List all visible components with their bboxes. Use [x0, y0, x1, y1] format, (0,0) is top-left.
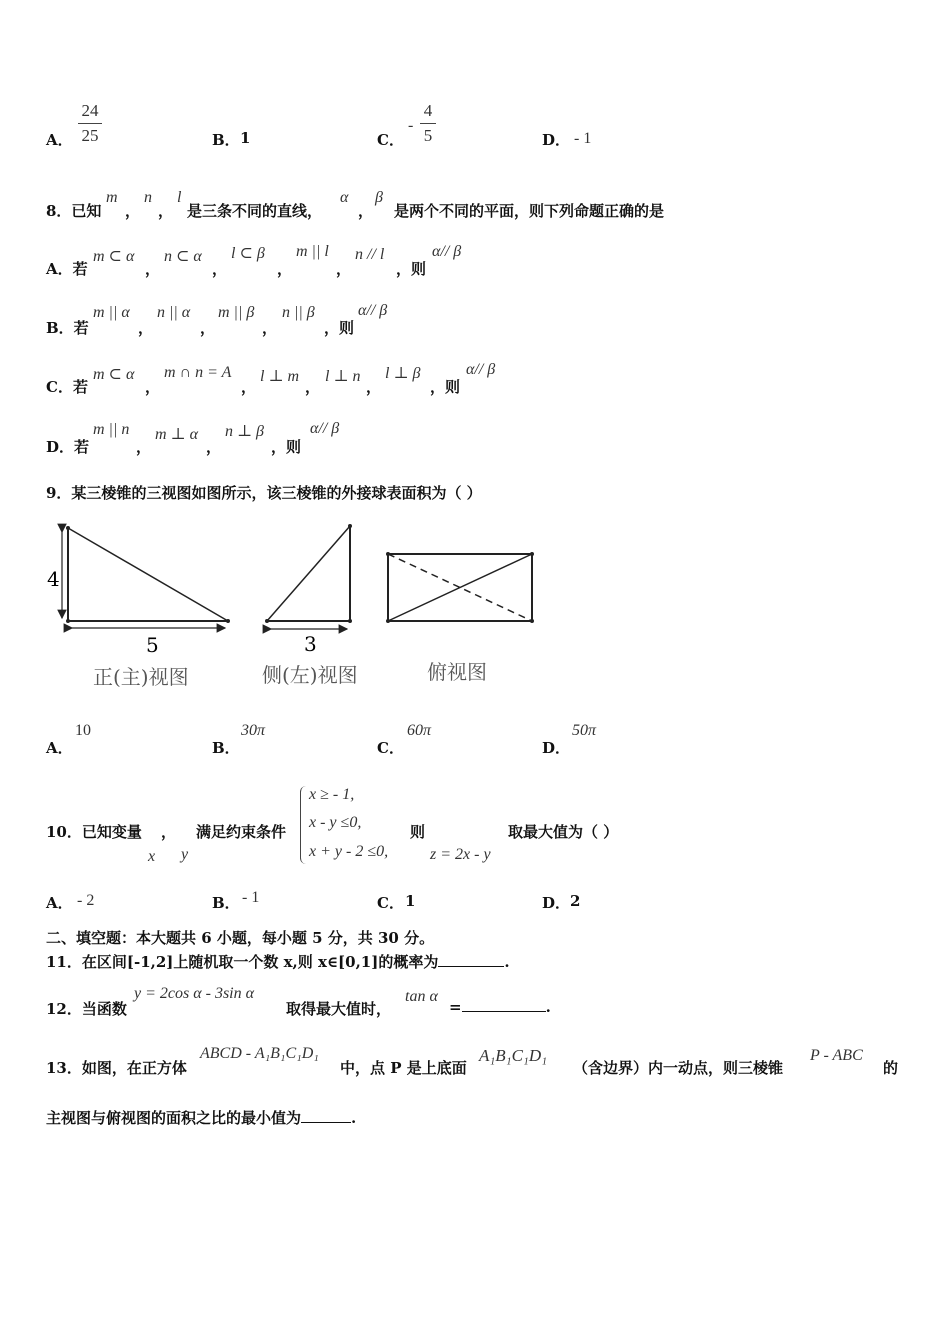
- q7-option-c-label: C．: [377, 131, 404, 149]
- front-view-hypotenuse: [68, 528, 228, 621]
- q11-answer-blank[interactable]: [438, 966, 504, 967]
- front-view: [47, 526, 230, 689]
- q13-answer-blank[interactable]: [301, 1122, 351, 1123]
- side-view: [262, 524, 358, 687]
- q7-option-c-sign: -: [408, 117, 414, 134]
- top-view: [386, 552, 534, 684]
- q9-stem: 9．某三棱锥的三视图如图所示，该三棱锥的外接球表面积为（ ）: [46, 484, 482, 502]
- q7-option-b-value: 1: [240, 129, 251, 147]
- q7-option-d-label: D．: [542, 131, 571, 149]
- q10-brace: [300, 786, 309, 864]
- side-view-slant-edge: [267, 526, 350, 621]
- q11: 11．在区间[-1,2]上随机取一个数 x,则 x∈[0,1]的概率为 .: [46, 953, 510, 971]
- q7-option-c-fraction: 4 5: [420, 101, 436, 146]
- section-heading: 二、填空题：本大题共 6 小题，每小题 5 分，共 30 分。: [46, 929, 435, 947]
- side-view-caption: 侧(左)视图: [262, 663, 358, 687]
- front-view-width-label: 5: [146, 633, 159, 657]
- q7-option-a-fraction: 24 25: [78, 101, 102, 146]
- top-view-caption: 俯视图: [427, 660, 487, 684]
- q7-option-d-value: - 1: [574, 130, 592, 147]
- q7-option-b-label: B．: [212, 131, 240, 149]
- q9-three-view-figure: [40, 518, 560, 698]
- side-view-width-label: 3: [304, 632, 317, 656]
- q7-option-a-label: A．: [46, 131, 73, 149]
- front-view-height-label: 4: [47, 567, 60, 591]
- front-view-caption: 正(主)视图: [93, 665, 189, 689]
- q12-answer-blank[interactable]: [462, 1011, 546, 1012]
